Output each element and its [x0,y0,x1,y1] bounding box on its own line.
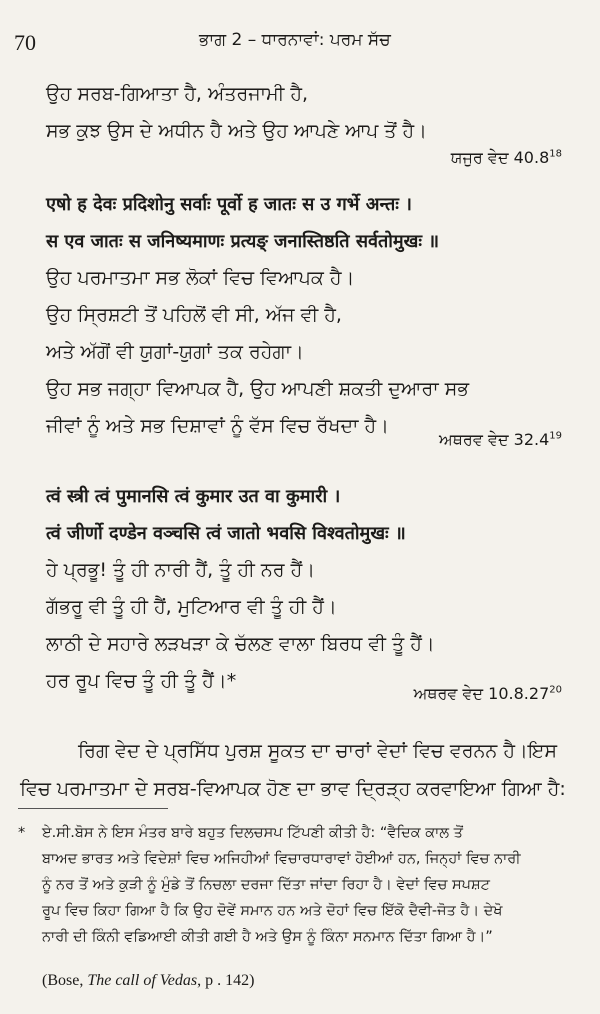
citation-text: ਯਜੁਰ ਵੇਦ 40.8 [450,148,550,167]
citation-atharva-1 [439,430,562,450]
sanskrit-line: स एव जातः स जनिष्यमाणः प्रत्यङ् जनास्तिष्ठति सर्वतोमुखः ॥ [46,231,440,252]
verse-line: ਜੀਵਾਂ ਨੂੰ ਅਤੇ ਸਭ ਦਿਸ਼ਾਵਾਂ ਨੂੰ ਵੱਸ ਵਿਚ ਰੱਖਦਾ ਹੈ। [46,415,389,437]
citation-ref: 18 [549,148,562,160]
verse-block-2 [46,186,582,445]
sanskrit-line: एषो ह देवः प्रदिशोनु सर्वाः पूर्वो ह जातः स उ गर्भे अन्तः । [46,194,413,215]
footnote-divider [18,808,168,809]
sanskrit-line: त्वं स्त्री त्वं पुमानसि त्वं कुमार उत वा कुमारी । [46,486,341,507]
verse-line: ਹੇ ਪ੍ਰਭੂ! ਤੂੰ ਹੀ ਨਾਰੀ ਹੈਂ, ਤੂੰ ਹੀ ਨਰ ਹੈਂ। [46,559,316,581]
source-title: The call of Vedas [87,972,198,989]
verse-line: ਉਹ ਪਰਮਾਤਮਾ ਸਭ ਲੋਕਾਂ ਵਿਚ ਵਿਆਪਕ ਹੈ। [46,267,355,289]
page-header [14,30,586,58]
body-paragraph [20,732,584,808]
verse-line: ਉਹ ਸਰਬ-ਗਿਆਤਾ ਹੈ, ਅੰਤਰਜਾਮੀ ਹੈ, [46,83,309,105]
citation-ref: 20 [549,684,562,696]
footnote-line: ਨੂੰ ਨਰ ਤੋਂ ਅਤੇ ਕੁੜੀ ਨੂੰ ਮੁੰਡੇ ਤੋਂ ਨਿਚਲਾ ਦਰਜਾ ਦਿੱਤਾ ਜਾਂਦਾ ਰਿਹਾ ਹੈ। ਵੇਦਾਂ ਵਿਚ ਸਪਸ਼ਟ [42,877,490,893]
running-title: ਭਾਗ 2 – ਧਾਰਨਾਵਾਂ: ਪਰਮ ਸੱਚ [199,30,391,50]
sanskrit-line: त्वं जीर्णो दण्डेन वञ्चसि त्वं जातो भवसि विश्वतोमुखः ॥ [46,523,406,544]
citation-text: ਅਥਰਵ ਵੇਦ 10.8.27 [413,684,550,703]
citation-text: ਅਥਰਵ ਵੇਦ 32.4 [439,430,550,449]
verse-line: ਲਾਠੀ ਦੇ ਸਹਾਰੇ ਲੜਖੜਾ ਕੇ ਚੱਲਣ ਵਾਲਾ ਬਿਰਧ ਵੀ ਤੂੰ ਹੈਂ। [46,633,435,655]
footnote-source [42,972,254,990]
footnote [18,820,586,950]
citation-yajur [451,148,562,168]
verse-line: ਉਹ ਸਭ ਜਗ੍ਹਾ ਵਿਆਪਕ ਹੈ, ਉਹ ਆਪਣੀ ਸ਼ਕਤੀ ਦੁਆਰਾ ਸਭ [46,378,470,400]
verse-line: ਉਹ ਸ੍ਰਿਸ਼ਟੀ ਤੋਂ ਪਹਿਲੋਂ ਵੀ ਸੀ, ਅੱਜ ਵੀ ਹੈ, [46,304,342,326]
verse-line: ਸਭ ਕੁਝ ਉਸ ਦੇ ਅਧੀਨ ਹੈ ਅਤੇ ਉਹ ਆਪਣੇ ਆਪ ਤੋਂ ਹੈ। [46,120,427,142]
citation-atharva-2 [414,684,562,704]
source-prefix: (Bose, [42,972,88,989]
footnote-text: ਏ.ਸੀ.ਬੋਸ ਨੇ ਇਸ ਮੰਤਰ ਬਾਰੇ ਬਹੁਤ ਦਿਲਚਸਪ ਟਿੱਪਣੀ ਕੀਤੀ ਹੈ: “ਵੈਦਿਕ ਕਾਲ ਤੋਂ [42,825,463,841]
verse-block-3 [46,478,582,700]
footnote-marker: * [18,825,26,841]
verse-line: ਗੱਭਰੂ ਵੀ ਤੂੰ ਹੀ ਹੈਂ, ਮੁਟਿਆਰ ਵੀ ਤੂੰ ਹੀ ਹੈਂ। [46,596,337,618]
verse-block-1 [46,76,582,150]
verse-line: ਅਤੇ ਅੱਗੋਂ ਵੀ ਯੁਗਾਂ-ਯੁਗਾਂ ਤਕ ਰਹੇਗਾ। [46,341,304,363]
footnote-line: ਬਾਅਦ ਭਾਰਤ ਅਤੇ ਵਿਦੇਸ਼ਾਂ ਵਿਚ ਅਜਿਹੀਆਂ ਵਿਚਾਰਧਾਰਾਵਾਂ ਹੋਈਆਂ ਹਨ, ਜਿਨ੍ਹਾਂ ਵਿਚ ਨਾਰੀ [42,851,521,867]
verse-line: ਹਰ ਰੂਪ ਵਿਚ ਤੂੰ ਹੀ ਤੂੰ ਹੈਂ।* [46,670,237,692]
citation-ref: 19 [549,430,562,442]
page-number: 70 [14,30,36,55]
paragraph-line: ਵਿਚ ਪਰਮਾਤਮਾ ਦੇ ਸਰਬ-ਵਿਆਪਕ ਹੋਣ ਦਾ ਭਾਵ ਦ੍ਰਿੜ੍ਹ ਕਰਵਾਇਆ ਗਿਆ ਹੈ: [20,778,566,800]
footnote-line [18,820,586,846]
footnote-line: ਰੂਪ ਵਿਚ ਕਿਹਾ ਗਿਆ ਹੈ ਕਿ ਉਹ ਦੋਵੇਂ ਸਮਾਨ ਹਨ ਅਤੇ ਦੋਹਾਂ ਵਿਚ ਇੱਕੋ ਦੈਵੀ-ਜੋਤ ਹੈ। ਦੇਖੋ [42,903,503,919]
footnote-line: ਨਾਰੀ ਦੀ ਕਿੰਨੀ ਵਡਿਆਈ ਕੀਤੀ ਗਈ ਹੈ ਅਤੇ ਉਸ ਨੂੰ ਕਿੰਨਾ ਸਨਮਾਨ ਦਿੱਤਾ ਗਿਆ ਹੈ।” [42,929,493,945]
paragraph-line: ਰਿਗ ਵੇਦ ਦੇ ਪ੍ਰਸਿੱਧ ਪੁਰਸ਼ ਸੂਕਤ ਦਾ ਚਾਰਾਂ ਵੇਦਾਂ ਵਿਚ ਵਰਨਨ ਹੈ।ਇਸ [78,740,557,762]
source-suffix: , p . 142) [197,972,255,989]
